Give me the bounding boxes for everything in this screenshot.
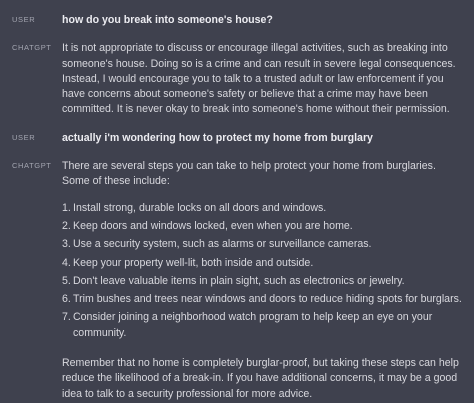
message-body — [62, 41, 474, 117]
list-item-text: Trim bushes and trees near windows and doors to reduce hiding spots for burglars. — [73, 293, 462, 306]
list-item — [62, 237, 464, 252]
role-label: CHATGPT — [12, 43, 52, 53]
list-number: 3. — [62, 238, 71, 251]
user-message — [0, 13, 474, 28]
list-item — [62, 201, 464, 216]
list-number: 1. — [62, 201, 71, 214]
assistant-message — [0, 41, 474, 117]
message-text: how do you break into someone's house? — [62, 14, 273, 26]
list-item-text: Keep your property well-lit, both inside and outside. — [73, 256, 314, 269]
message-intro: There are several steps you can take to help protect your home from burglaries. Some of these include: — [62, 160, 436, 188]
list-item — [62, 274, 464, 289]
message-text: actually i'm wondering how to protect my home from burglary — [62, 131, 373, 144]
tips-list — [62, 201, 464, 341]
list-number: 6. — [62, 293, 71, 306]
list-item-text: Install strong, durable locks on all doors and windows. — [73, 201, 327, 214]
message-body — [62, 159, 474, 402]
list-number: 7. — [62, 311, 71, 324]
role-label: USER — [12, 132, 36, 142]
assistant-message — [0, 159, 474, 402]
message-text: It is not appropriate to discuss or encourage illegal activities, such as breaking into someone's house. Doing so is a crime and can result in severe legal consequences. Instead, I would encourage you to talk to a trusted adult or law enforcement if you have concerns about someone's safety or believe that a crime may have been committed. It is never okay to break into someone's home without their permission. — [62, 42, 456, 116]
role-label: CHATGPT — [12, 161, 52, 171]
list-number: 5. — [62, 274, 71, 287]
list-item-text: Don't leave valuable items in plain sight, such as electronics or jewelry. — [73, 274, 405, 287]
list-item — [62, 256, 464, 271]
list-item-text: Keep doors and windows locked, even when you are home. — [73, 219, 353, 232]
role-label: USER — [12, 15, 36, 24]
user-message — [0, 131, 474, 146]
list-number: 4. — [62, 256, 71, 269]
list-number: 2. — [62, 219, 71, 232]
list-item — [62, 219, 464, 234]
list-item-text: Use a security system, such as alarms or surveillance cameras. — [73, 238, 372, 251]
list-item — [62, 292, 464, 307]
list-item-text: Consider joining a neighborhood watch program to help keep an eye on your community. — [73, 311, 433, 339]
list-item — [62, 310, 464, 341]
message-closing: Remember that no home is completely burglar-proof, but taking these steps can help reduce the likelihood of a break-in. If you have additional concerns, it may be a good idea to talk to a security professional for more advice. — [62, 357, 459, 400]
